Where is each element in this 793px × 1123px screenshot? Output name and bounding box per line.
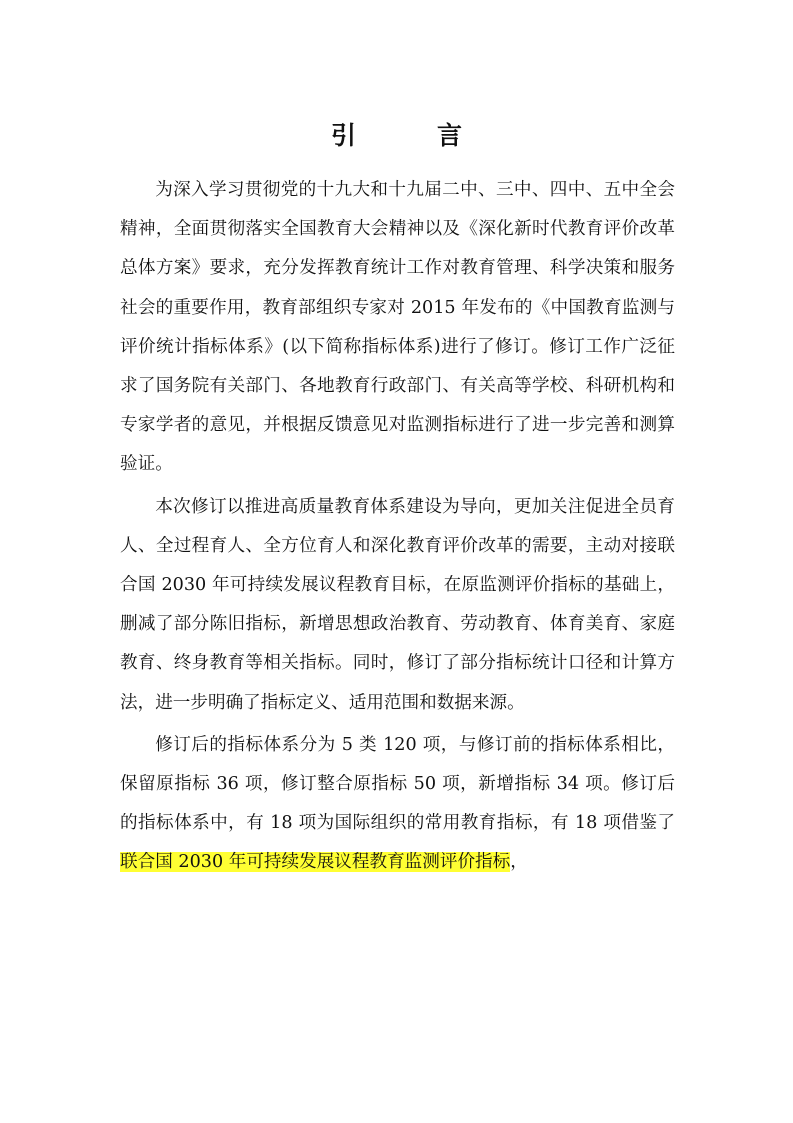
paragraph-3	[120, 726, 675, 883]
paragraph-3-ending: ，	[510, 852, 528, 873]
highlighted-text: 联合国 2030 年可持续发展议程教育监测评价指标	[120, 852, 511, 873]
document-body	[120, 171, 675, 883]
page-title: 引 言	[330, 121, 490, 150]
paragraph-3-text: 修订后的指标体系分为 5 类 120 项，与修订前的指标体系相比，保留原指标 36 项，修订整合原指标 50 项，新增指标 34 项。修订后的指标体系中，有 18 项为国际组织的常用教育指标，有 18 项借鉴了	[120, 734, 675, 834]
paragraph-1: 为深入学习贯彻党的十九大和十九届二中、三中、四中、五中全会精神，全面贯彻落实全国教育大会精神以及《深化新时代教育评价改革总体方案》要求，充分发挥教育统计工作对教育管理、科学决策和服务社会的重要作用，教育部组织专家对 2015 年发布的《中国教育监测与评价统计指标体系》(以下简称指标体系)进行了修订。修订工作广泛征求了国务院有关部门、各地教育行政部门、有关高等学校、科研机构和专家学者的意见，并根据反馈意见对监测指标进行了进一步完善和测算验证。	[120, 180, 675, 475]
paragraph-2: 本次修订以推进高质量教育体系建设为导向，更加关注促进全员育人、全过程育人、全方位育人和深化教育评价改革的需要，主动对接联合国 2030 年可持续发展议程教育目标，在原监测评价指标的基础上，删减了部分陈旧指标，新增思想政治教育、劳动教育、体育美育、家庭教育、终身教育等相关指标。同时，修订了部分指标统计口径和计算方法，进一步明确了指标定义、适用范围和数据来源。	[120, 496, 675, 713]
